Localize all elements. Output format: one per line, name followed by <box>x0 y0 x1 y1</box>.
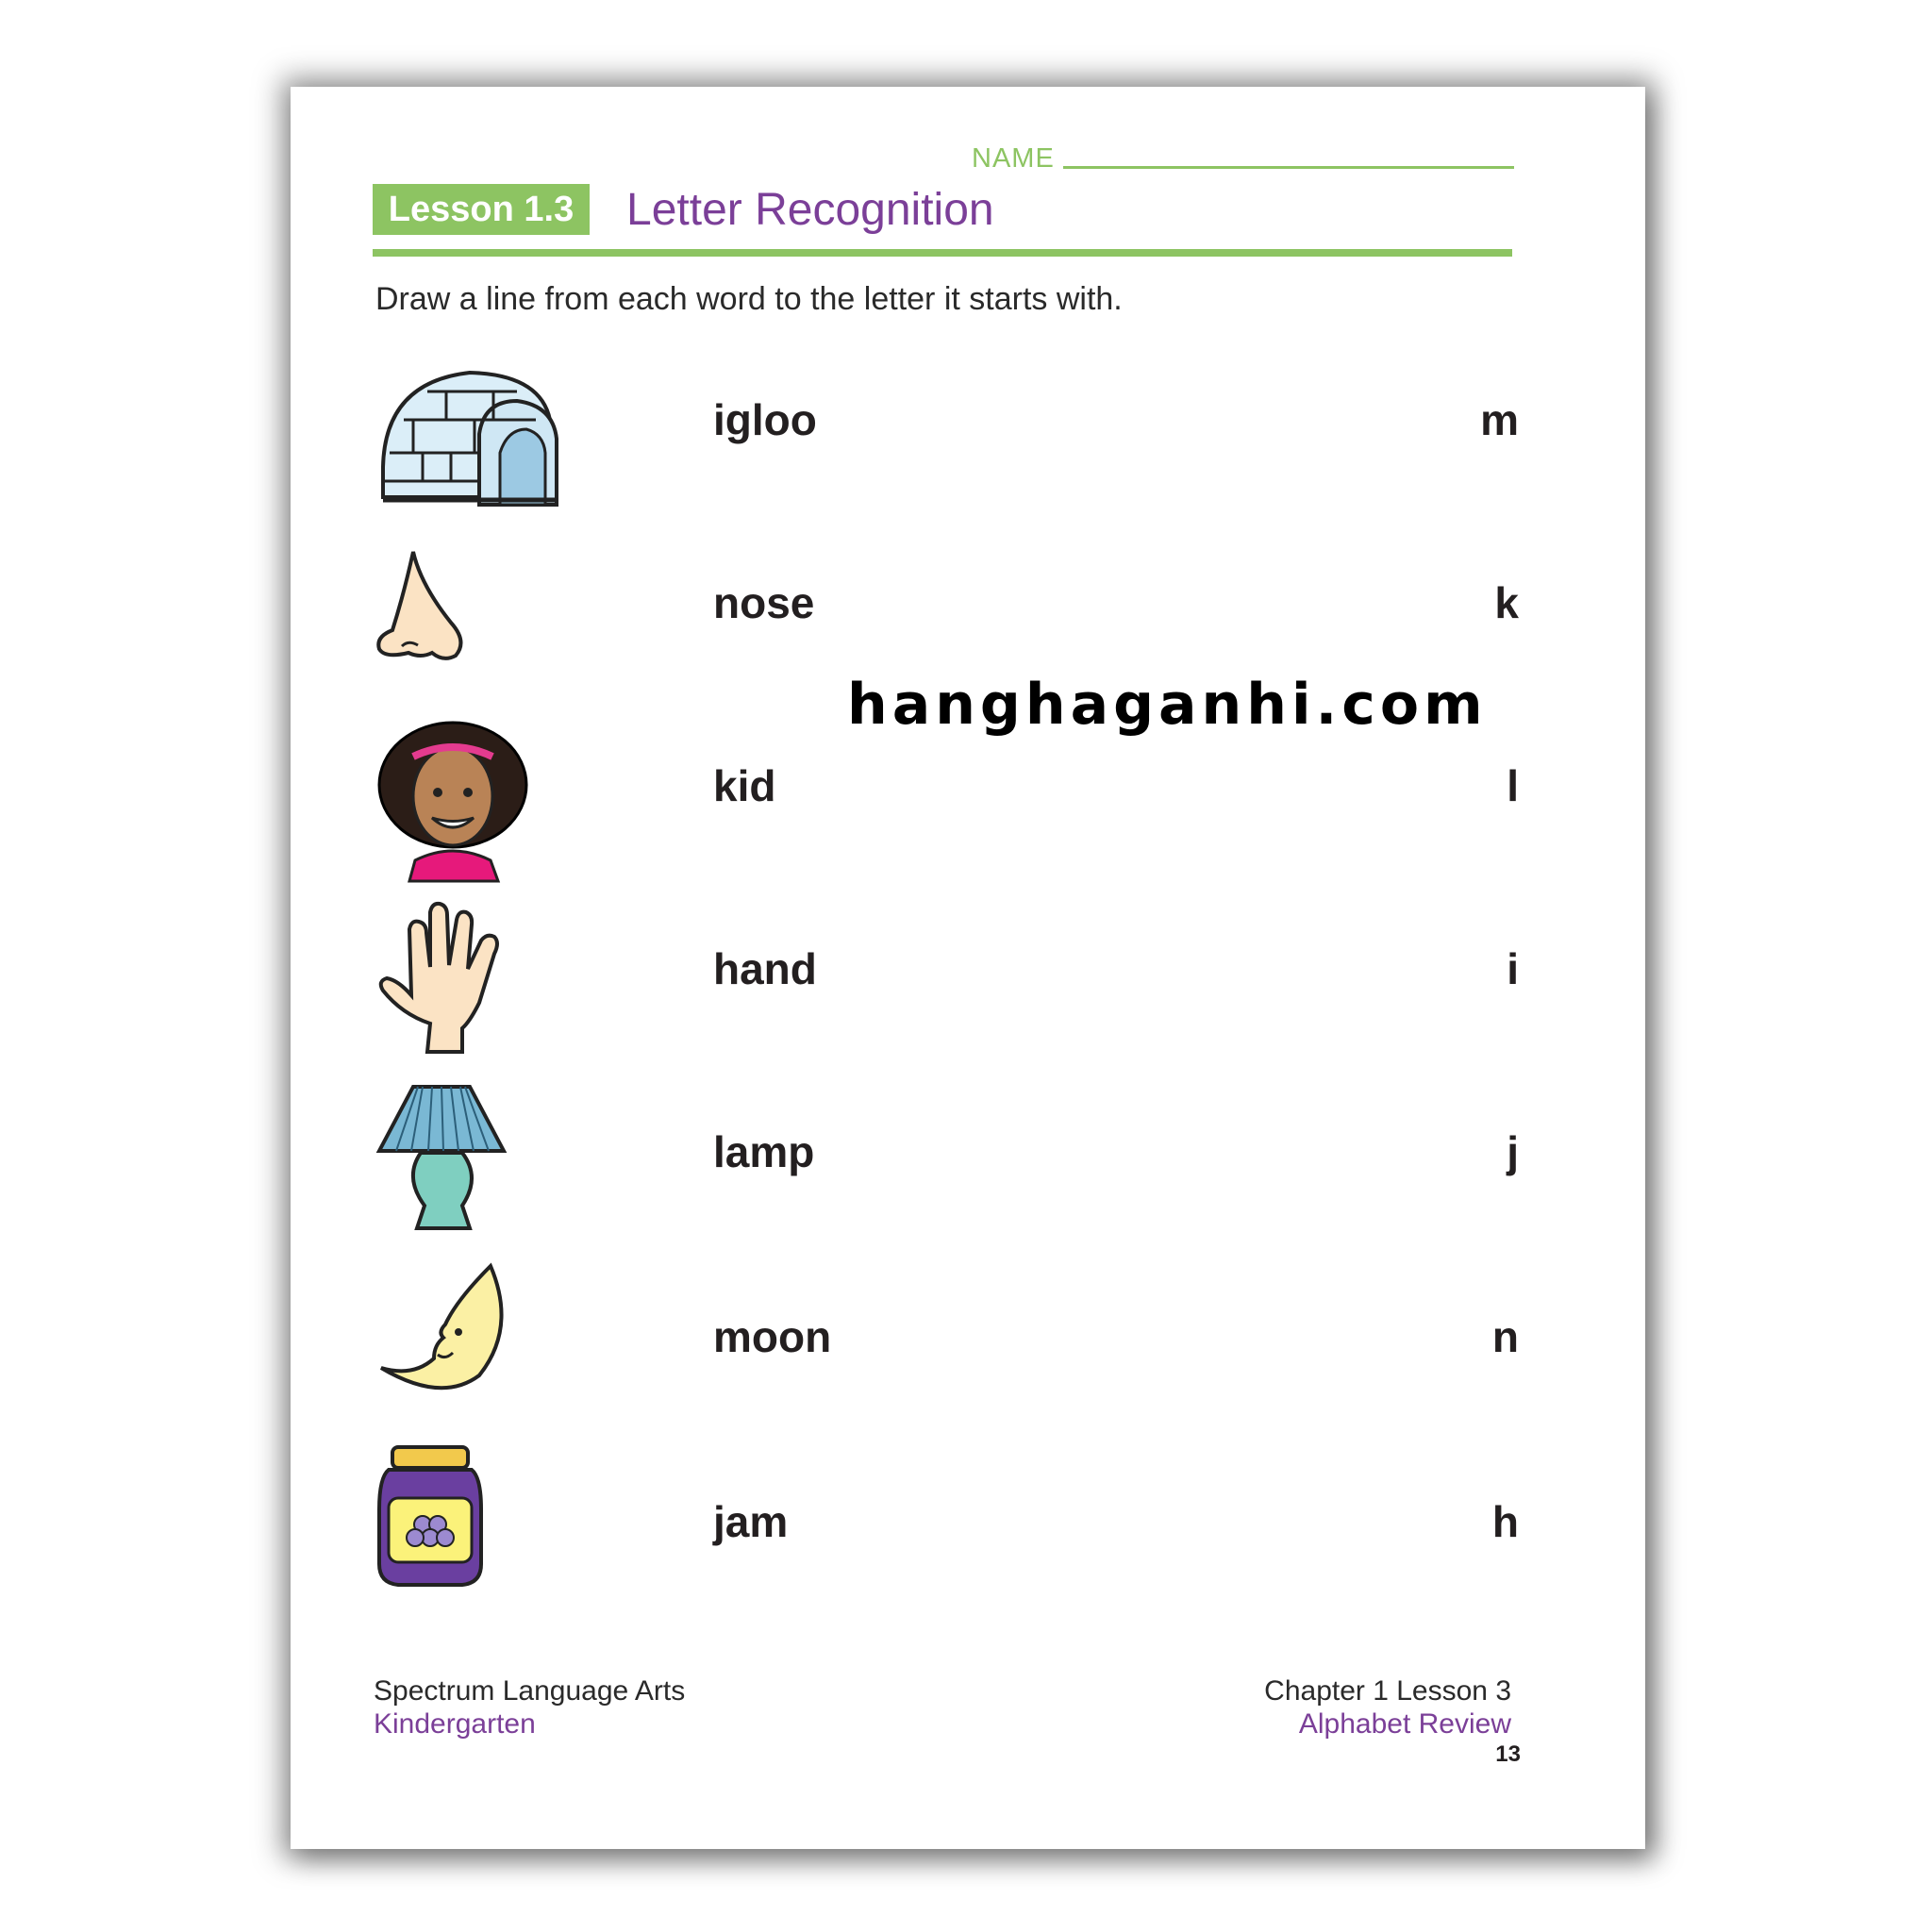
letter-m[interactable]: m <box>1480 395 1519 444</box>
nose-icon <box>375 547 470 665</box>
name-label: NAME <box>972 143 1055 174</box>
word-moon[interactable]: moon <box>713 1312 832 1361</box>
watermark-text: hanghaganhi.com <box>847 672 1488 738</box>
word-lamp[interactable]: lamp <box>713 1127 815 1176</box>
letter-l[interactable]: l <box>1507 761 1519 810</box>
word-kid[interactable]: kid <box>713 761 776 810</box>
lesson-badge: Lesson 1.3 <box>373 184 590 235</box>
page-number: 13 <box>1495 1741 1521 1767</box>
letter-n[interactable]: n <box>1491 1312 1519 1361</box>
footer-book-title: Spectrum Language Arts <box>374 1675 686 1707</box>
instructions: Draw a line from each word to the letter it starts with. <box>375 281 1123 317</box>
lesson-title: Letter Recognition <box>626 185 994 235</box>
footer-chapter: Chapter 1 Lesson 3 <box>1264 1675 1511 1707</box>
letter-k[interactable]: k <box>1494 578 1519 627</box>
jam-icon <box>375 1443 484 1590</box>
igloo-icon <box>375 363 564 509</box>
kid-icon <box>375 719 536 884</box>
footer-grade: Kindergarten <box>374 1708 536 1740</box>
letter-i[interactable]: i <box>1507 944 1519 993</box>
name-field-line[interactable] <box>1063 166 1514 169</box>
letter-h[interactable]: h <box>1491 1497 1519 1546</box>
footer-topic: Alphabet Review <box>1298 1708 1511 1740</box>
letter-j[interactable]: j <box>1507 1127 1519 1176</box>
lamp-icon <box>375 1083 508 1234</box>
word-igloo[interactable]: igloo <box>713 395 817 444</box>
word-nose[interactable]: nose <box>713 578 815 627</box>
hand-icon <box>375 901 508 1057</box>
moon-icon <box>375 1262 512 1404</box>
word-jam[interactable]: jam <box>713 1497 789 1546</box>
word-hand[interactable]: hand <box>713 944 817 993</box>
title-divider <box>373 249 1512 257</box>
